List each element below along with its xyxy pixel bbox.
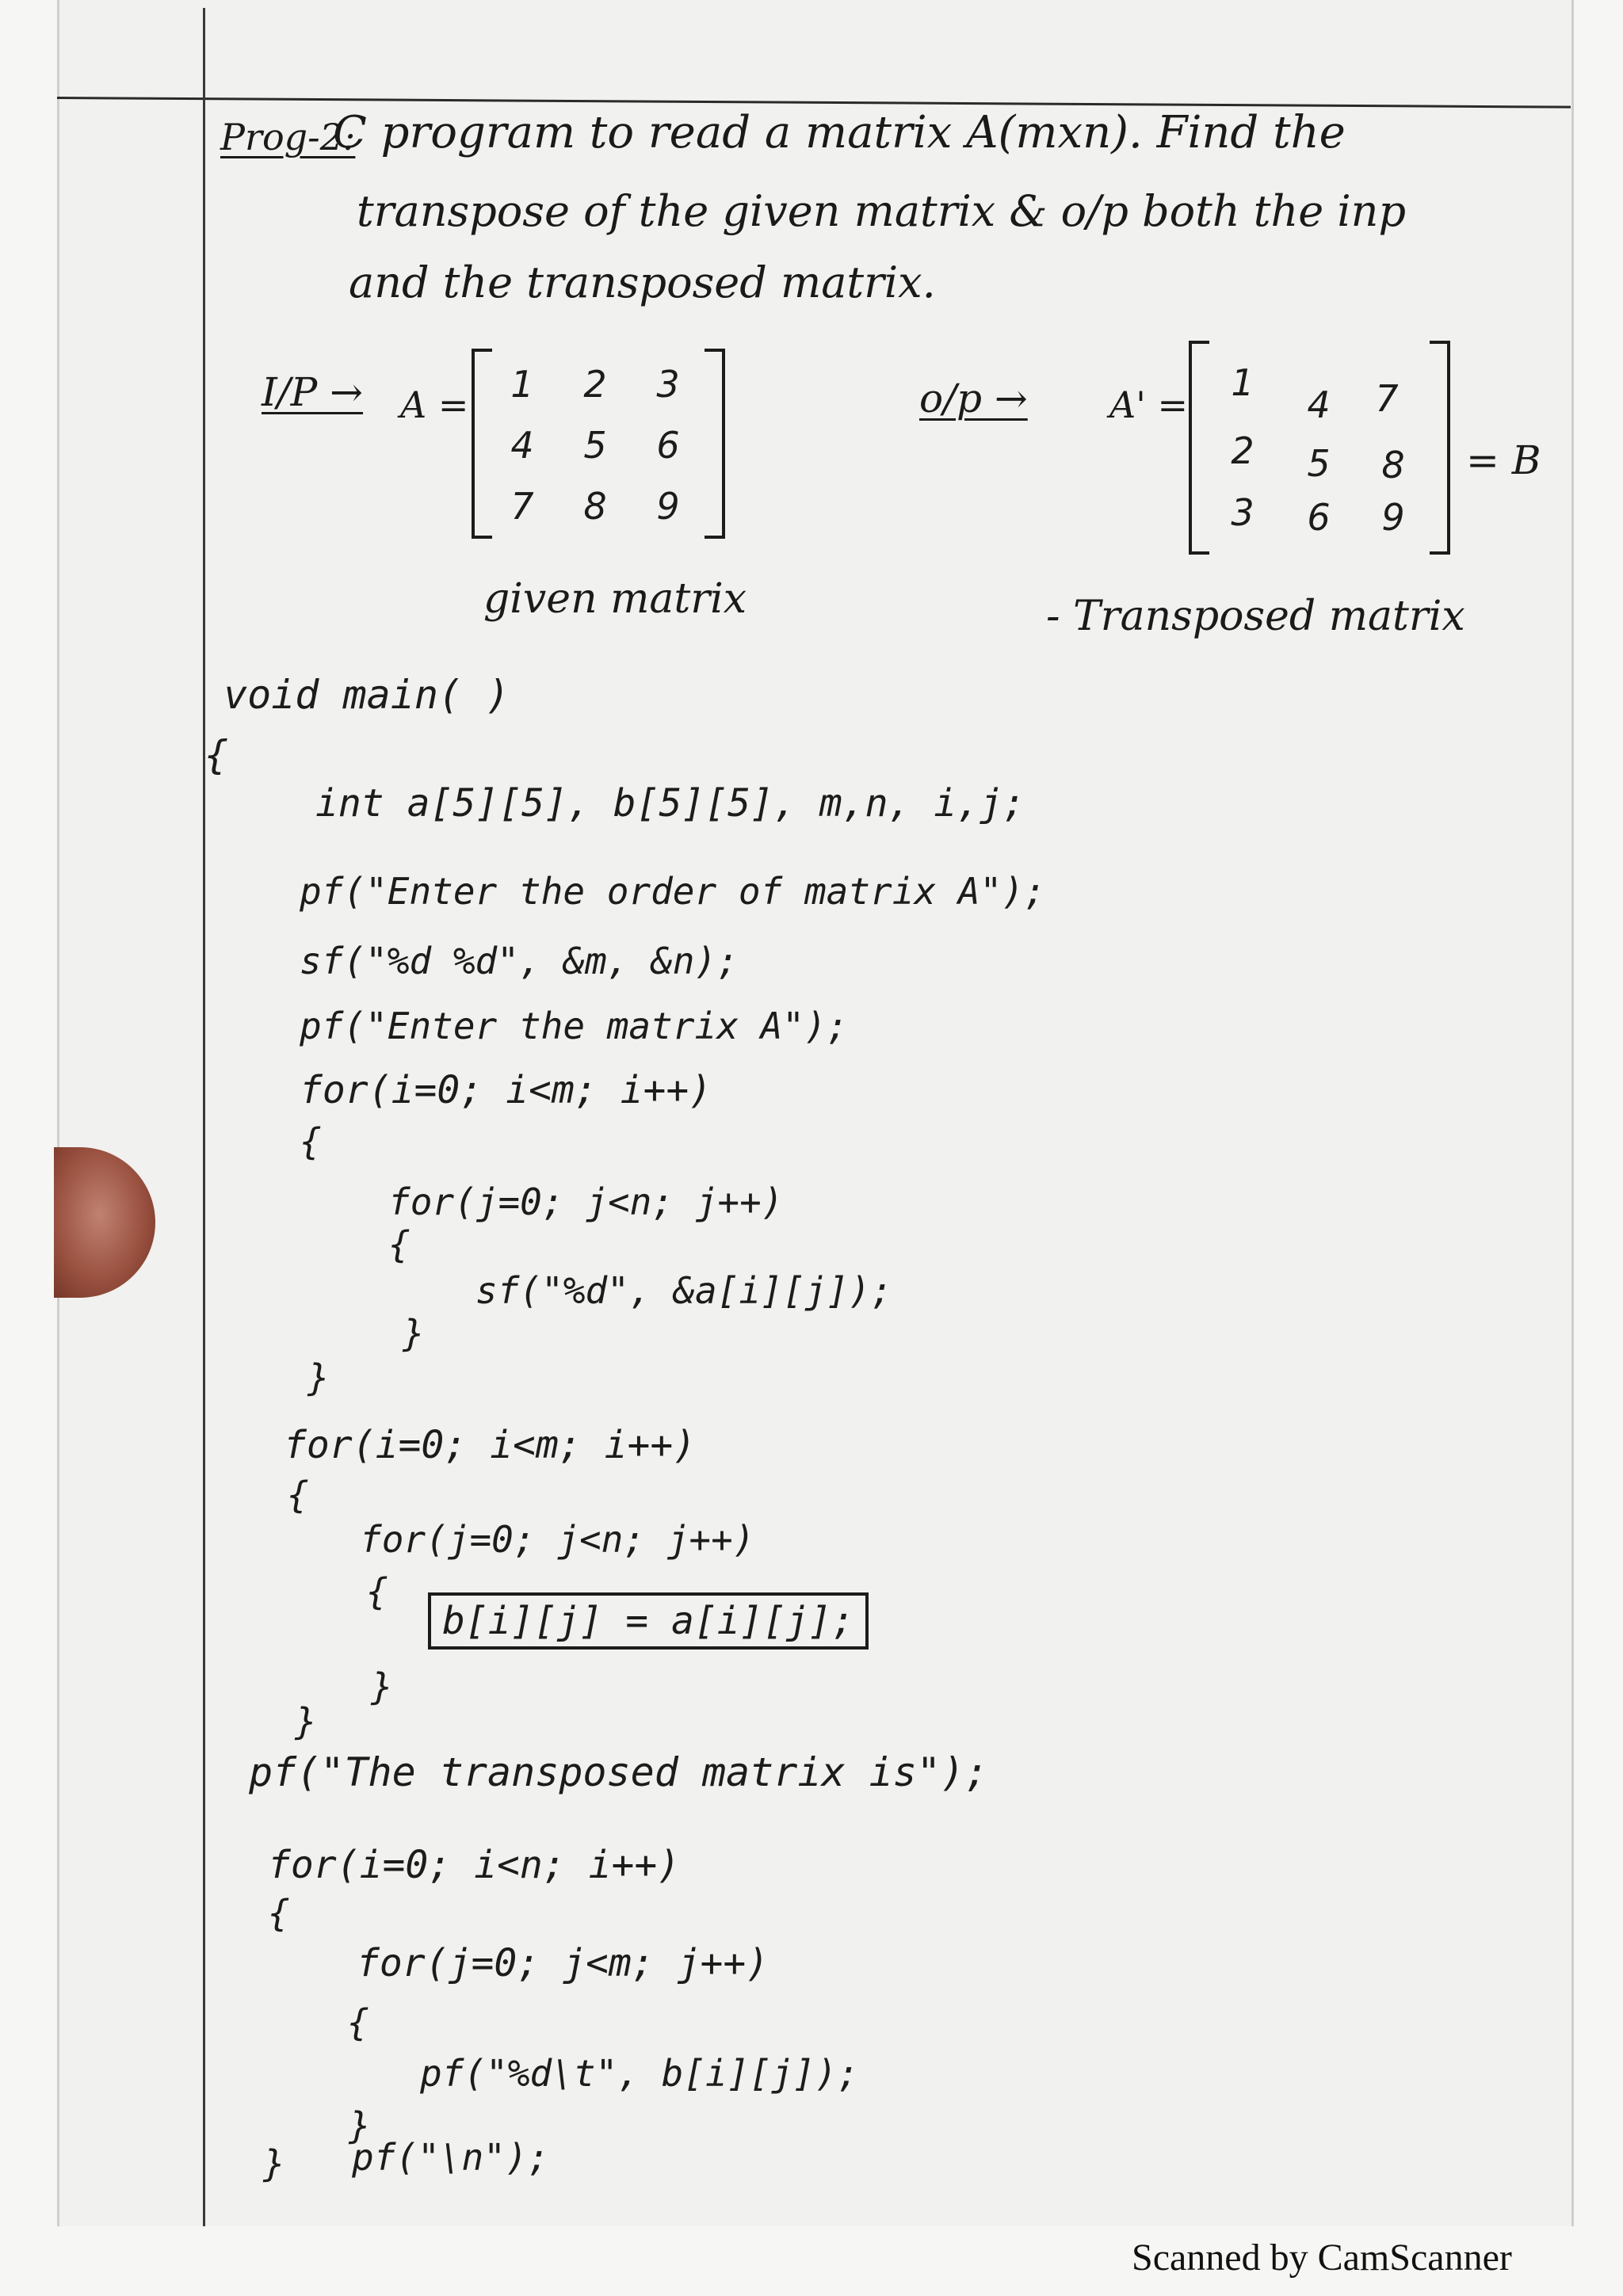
problem-line-1: C program to read a matrix A(mxn). Find the xyxy=(333,107,1346,158)
camscanner-watermark: Scanned by CamScanner xyxy=(1132,2237,1512,2279)
program-label: Prog-2: xyxy=(220,116,356,158)
right-bracket xyxy=(1430,341,1450,555)
code-line: { xyxy=(204,732,229,778)
input-label: I/P → xyxy=(262,369,364,415)
right-bracket xyxy=(705,349,725,539)
matrix-cell: 2 xyxy=(583,363,607,406)
code-line: { xyxy=(300,1120,322,1163)
matrix-cell: 3 xyxy=(656,363,680,406)
matrix-cell: 1 xyxy=(510,363,534,406)
code-line: pf("\n"); xyxy=(352,2136,550,2179)
code-line: { xyxy=(268,1892,290,1935)
code-line: sf("%d %d", &m, &n); xyxy=(300,940,739,982)
output-matrix xyxy=(1189,341,1450,555)
code-line: pf("The transposed matrix is"); xyxy=(249,1749,989,1795)
problem-line-3: and the transposed matrix. xyxy=(349,257,936,307)
code-line: for(i=0; i<m; i++) xyxy=(284,1423,697,1467)
code-line: } xyxy=(263,2142,285,2185)
matrix-cell: 2 xyxy=(1231,429,1254,472)
code-line: } xyxy=(295,1700,317,1743)
input-matrix-caption: given matrix xyxy=(483,575,747,623)
code-line: { xyxy=(347,2001,369,2044)
matrix-cell: 4 xyxy=(1307,383,1331,426)
problem-line-2: transpose of the given matrix & o/p both the inp xyxy=(357,186,1407,236)
matrix-cell: 3 xyxy=(1231,491,1254,534)
code-line: sf("%d", &a[i][j]); xyxy=(475,1269,893,1312)
matrix-cell: 5 xyxy=(1307,442,1331,485)
output-matrix-caption: - Transposed matrix xyxy=(1046,593,1465,640)
matrix-cell: 9 xyxy=(1381,496,1405,539)
code-line: { xyxy=(366,1570,388,1613)
code-line: pf("Enter the order of matrix A"); xyxy=(300,870,1046,913)
input-variable: A = xyxy=(400,383,469,426)
code-line: } xyxy=(371,1665,393,1708)
code-line: for(i=0; i<m; i++) xyxy=(300,1068,712,1112)
code-line: for(i=0; i<n; i++) xyxy=(268,1843,681,1887)
matrix-cell: 7 xyxy=(510,485,534,528)
matrix-cell: 8 xyxy=(1381,444,1405,486)
code-line: { xyxy=(287,1474,309,1516)
code-line: pf("%d\t", b[i][j]); xyxy=(420,2052,859,2095)
matrix-cell: 6 xyxy=(656,424,680,467)
code-line: for(j=0; j<n; j++) xyxy=(360,1518,755,1561)
code-line: for(j=0; j<n; j++) xyxy=(388,1180,784,1223)
output-suffix: = B xyxy=(1466,437,1541,483)
output-label: o/p → xyxy=(919,376,1028,421)
code-line: int a[5][5], b[5][5], m,n, i,j; xyxy=(315,781,1025,826)
matrix-cell: 4 xyxy=(510,424,534,467)
code-line: for(j=0; j<m; j++) xyxy=(357,1941,769,1985)
matrix-cell: 6 xyxy=(1307,496,1331,539)
code-line: } xyxy=(349,2104,371,2147)
code-line: } xyxy=(307,1356,330,1399)
code-line: } xyxy=(403,1312,425,1355)
matrix-cell: 8 xyxy=(583,485,607,528)
page-margin-line xyxy=(203,8,205,2226)
matrix-cell: 7 xyxy=(1375,377,1399,420)
matrix-cell: 9 xyxy=(656,485,680,528)
input-matrix xyxy=(472,349,725,539)
code-line: { xyxy=(388,1223,411,1266)
code-line: pf("Enter the matrix A"); xyxy=(300,1005,849,1047)
matrix-cell: 5 xyxy=(583,424,607,467)
assignment-box xyxy=(428,1592,869,1650)
code-line: void main( ) xyxy=(223,672,510,718)
code-line: b[i][j] = a[i][j]; xyxy=(442,1599,855,1643)
output-variable: A' = xyxy=(1109,383,1189,426)
matrix-cell: 1 xyxy=(1231,361,1254,404)
